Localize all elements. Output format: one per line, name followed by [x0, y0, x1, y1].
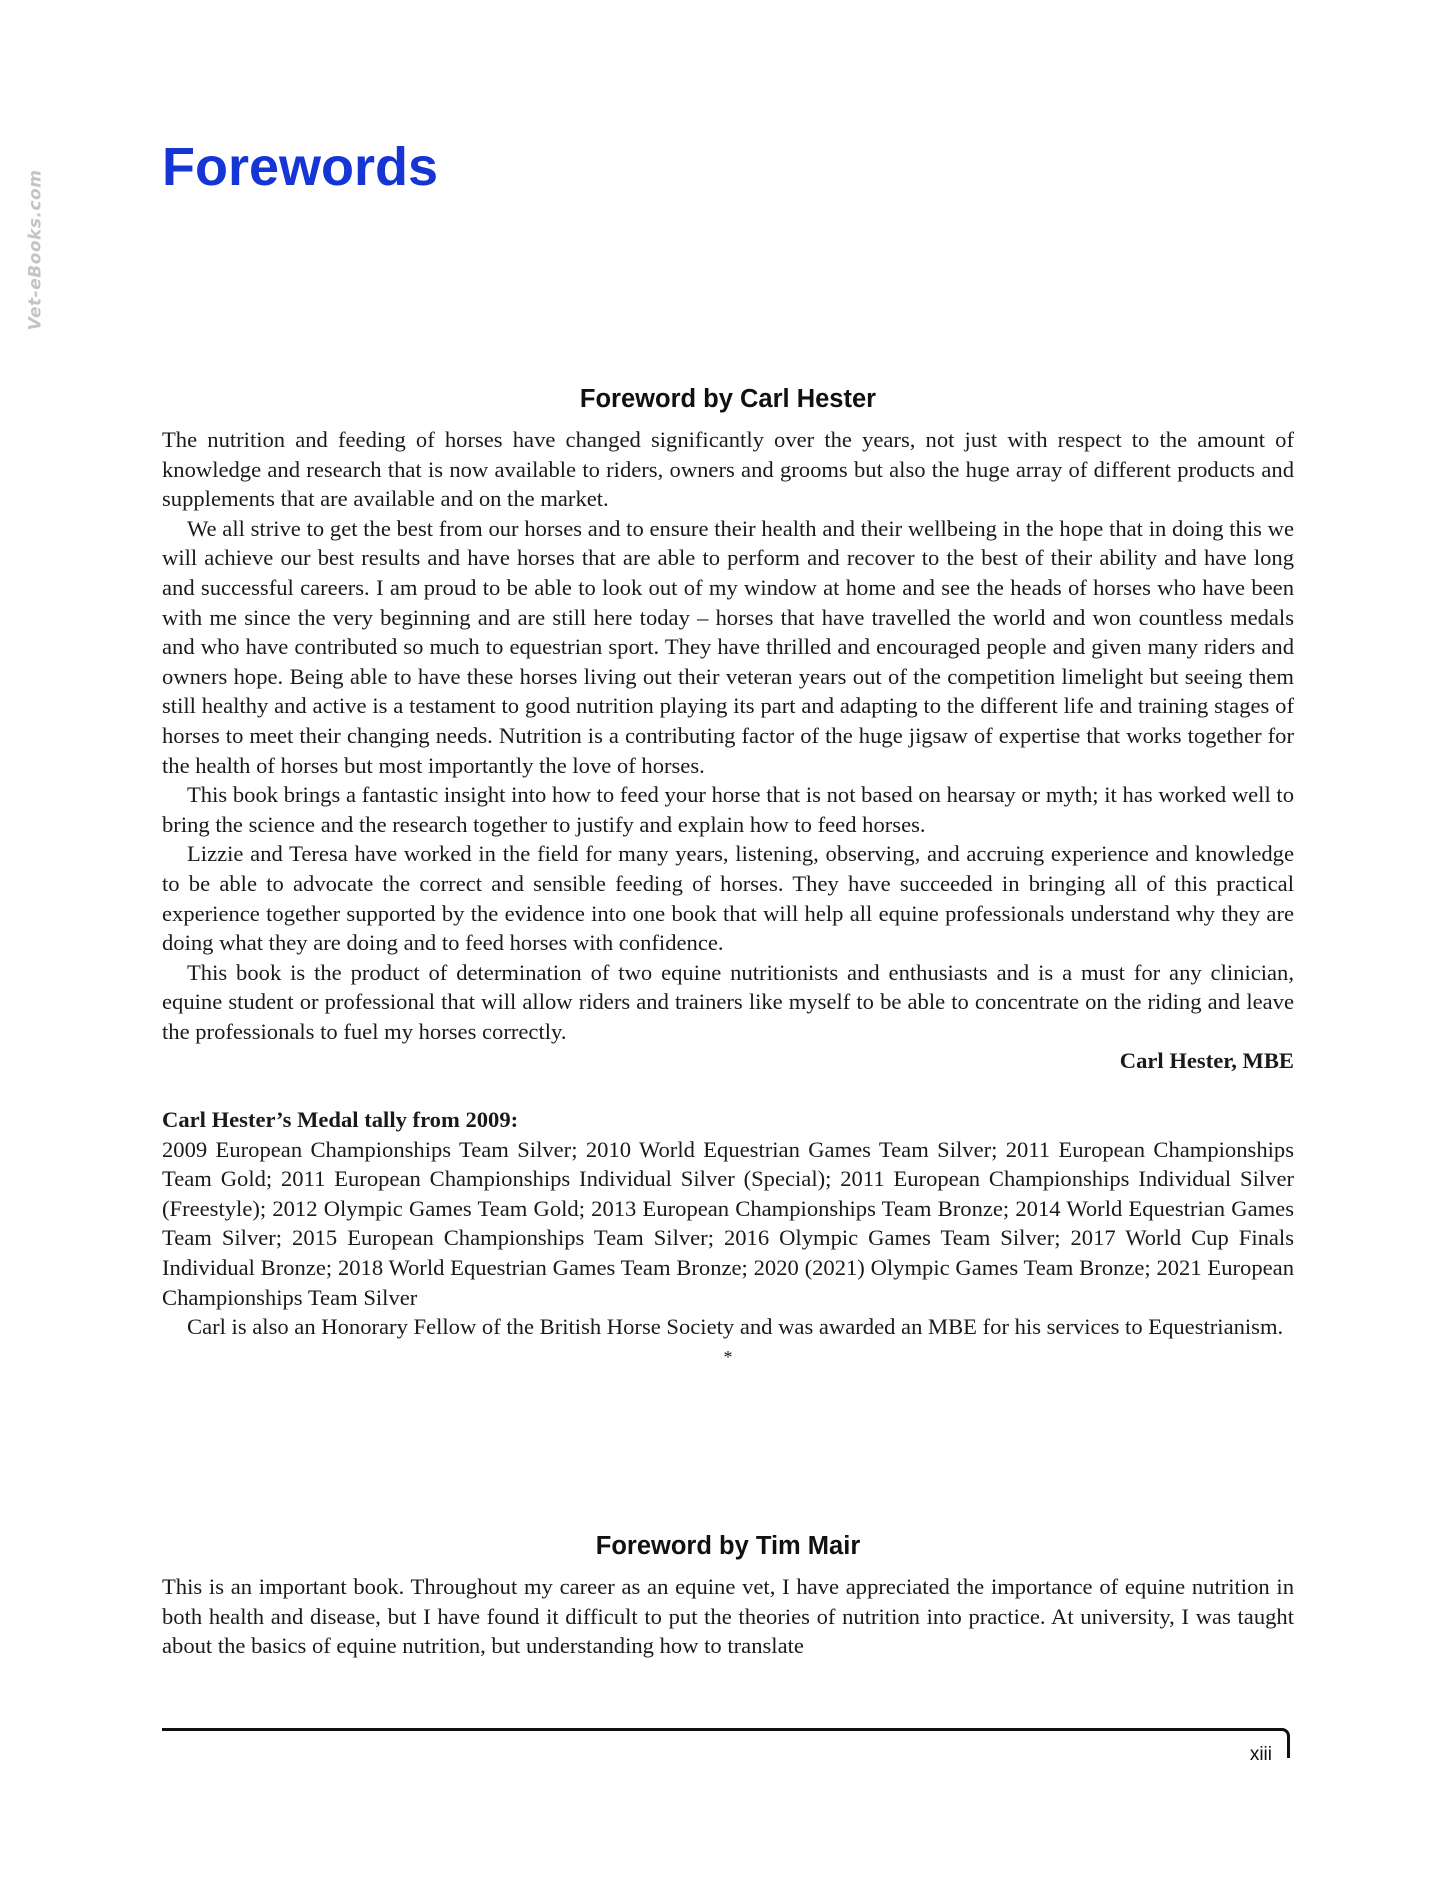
footer-corner-bracket [1280, 1728, 1290, 1758]
honorary-paragraph: Carl is also an Honorary Fellow of the British Horse Society and was awarded an MBE for his services to Equestrianism. [187, 1314, 1284, 1340]
foreword-carl-hester [162, 383, 1294, 1368]
section-separator: * [723, 1346, 733, 1367]
signature: Carl Hester, MBE [1119, 1048, 1294, 1074]
paragraph: This is an important book. Throughout my career as an equine vet, I have appreciated the importance of equine nutrition in both health and disease, but I have found it difficult to put the theories of nutrition into practice. At university, I was taught about the basics of equine nutrition, but understanding how to translate [162, 1574, 1294, 1659]
page-number: xiii [1249, 1744, 1272, 1765]
footer-rule [162, 1728, 1282, 1731]
paragraph: This book is the product of determination of two equine nutritionists and enthusiasts and is a must for any clinician, equine student or professional that will allow riders and trainers like myself to be able to concentrate on the riding and leave the professionals to fuel my horses correctly. [162, 959, 1294, 1044]
paragraph: We all strive to get the best from our horses and to ensure their health and their wellbeing in the hope that in doing this we will achieve our best results and have horses that are able to perform and recover to the best of their ability and have long and successful careers. I am proud to be able to look out of my window at home and see the heads of horses who have been with me since the very beginning and are still here today – horses that have travelled the world and won countless medals and who have contributed so much to equestrian sport. They have thrilled and encouraged people and given many riders and owners hope. Being able to have these horses living out their veteran years out of the competition limelight but seeing them still healthy and active is a testament to good nutrition playing its part and adapting to the different life and training stages of horses to meet their changing needs. Nutrition is a contributing factor of the huge jigsaw of expertise that works together for the health of horses but most importantly the love of horses. [162, 515, 1294, 778]
section-heading: Foreword by Tim Mair [595, 1532, 861, 1560]
page-title: Forewords [162, 137, 439, 197]
paragraph: Lizzie and Teresa have worked in the field for many years, listening, observing, and accruing experience and knowledge to be able to advocate the correct and sensible feeding of horses. They have succeeded in bringing all of this practical experience together supported by the evidence into one book that will help all equine professionals understand why they are doing what they are doing and to feed horses with confidence. [162, 841, 1294, 956]
watermark-logo [10, 165, 60, 335]
medal-tally-text: 2009 European Championships Team Silver; 2010 World Equestrian Games Team Silver; 2011 European Championships Team Gold; 2011 European Championships Individual Silver (Special); 2011 European Championships Individual Silver (Freestyle); 2012 Olympic Games Team Gold; 2013 European Championships Team Bronze; 2014 World Equestrian Games Team Silver; 2015 European Championships Team Silver; 2016 Olympic Games Team Silver; 2017 World Cup Finals Individual Bronze; 2018 World Equestrian Games Team Bronze; 2020 (2021) Olympic Games Team Bronze; 2021 European Championships Team Silver [162, 1136, 1294, 1310]
medal-tally-heading: Carl Hester’s Medal tally from 2009: [162, 1107, 519, 1133]
foreword-tim-mair [162, 1530, 1294, 1661]
paragraph: The nutrition and feeding of horses have changed significantly over the years, not just with respect to the amount of knowledge and research that is now available to riders, owners and grooms but also the huge array of different products and supplements that are available and on the market. [162, 427, 1294, 512]
watermark-text: Vet-eBooks.com [25, 169, 45, 331]
paragraph: This book brings a fantastic insight into how to feed your horse that is not based on hearsay or myth; it has worked well to bring the science and the research together to justify and explain how to feed horses. [162, 782, 1294, 837]
section-heading: Foreword by Carl Hester [579, 385, 877, 413]
